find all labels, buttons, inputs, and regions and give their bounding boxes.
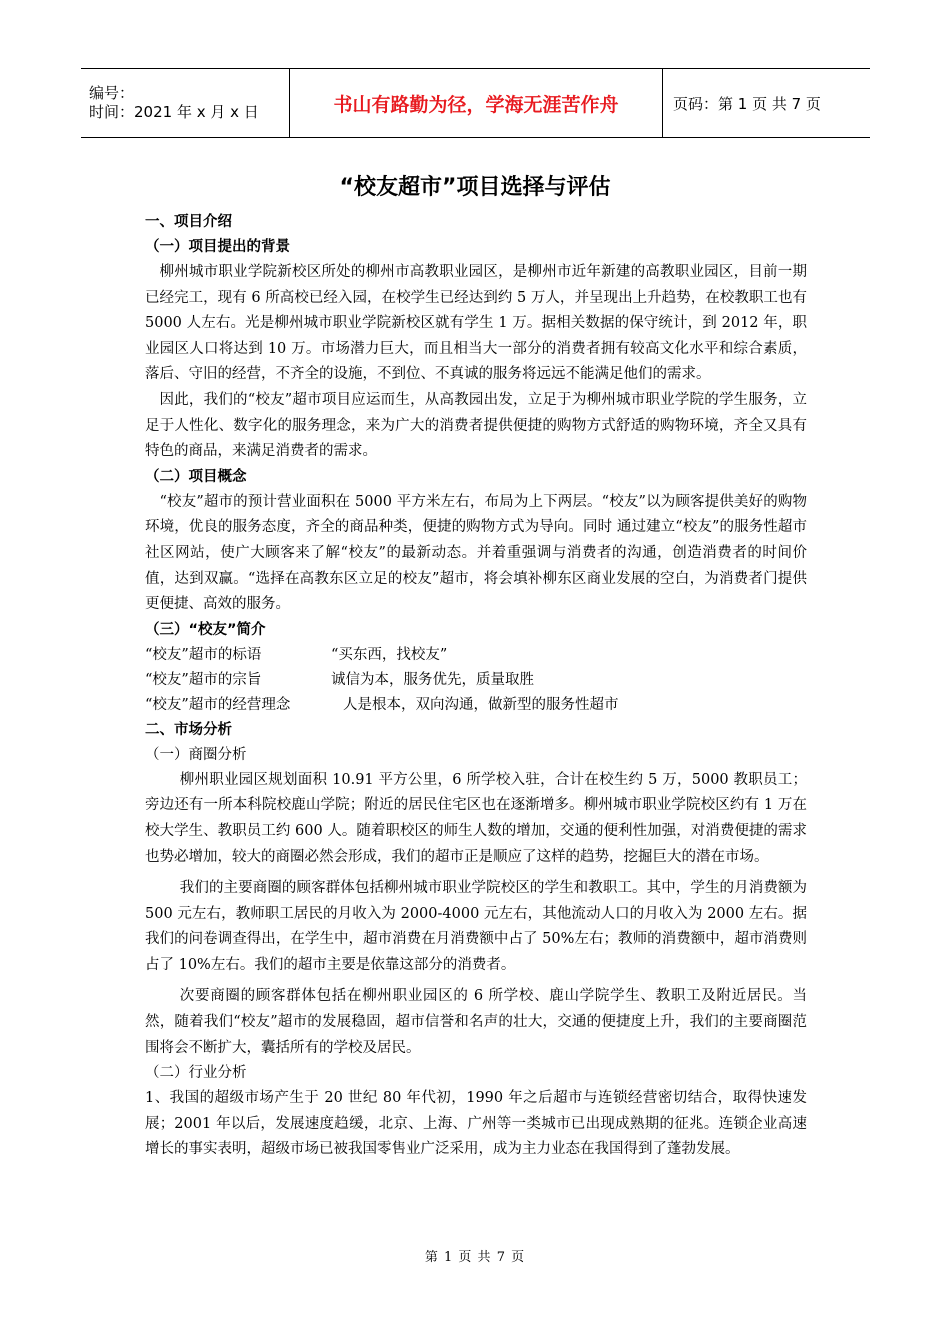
section-heading: 一、项目介绍 [145, 214, 232, 230]
header-meta [81, 69, 289, 137]
header-table [81, 68, 870, 138]
header-page-code: 页码：第 1 页 共 7 页 [673, 94, 821, 113]
header-motto-cell [289, 69, 663, 137]
intro-key: “校友”超市的宗旨 [145, 671, 262, 688]
section-heading: 二、市场分析 [145, 721, 232, 738]
subsection-heading: （一）商圈分析 [145, 746, 247, 763]
paragraph: 1、我国的超级市场产生于 20 世纪 80 年代初，1990 年之后超市与连锁经营密切结合，取得快速发展；2001 年以后，发展速度趋缓，北京、上海、广州等一类城市已出现成熟期的征兆。连锁企业高速增长的事实表明，超级市场已被我国零售业广泛采用，成为主力业态在我国得到了蓬勃发展。 [145, 1090, 807, 1158]
date-line: 时间：2021 年 x 月 x 日 [89, 103, 259, 121]
paragraph: 柳州职业园区规划面积 10.91 平方公里，6 所学校入驻，合计在校生约 5 万，5000 教职员工；旁边还有一所本科院校鹿山学院；附近的居民住宅区也在逐渐增多。柳州城市职业学院校区约有 1 万在校大学生、教职员工约 600 人。随着职校区的师生人数的增加，交通的便利性加强，对消费便捷的需求也势必增加，较大的商圈必然会形成，我们的超市正是顺应了这样的趋势，挖掘巨大的潜在市场。 [145, 771, 807, 865]
paragraph: 因此，我们的“校友”超市项目应运而生，从高教园出发，立足于为柳州城市职业学院的学生服务，立足于人性化、数字化的服务理念，来为广大的消费者提供便捷的购物方式舒适的购物环境，齐全又具有特色的商品，来满足消费者的需求。 [145, 391, 807, 460]
intro-value: 人是根本，双向沟通，做新型的服务性超市 [343, 696, 619, 713]
intro-value: “买东西，找校友” [331, 646, 448, 663]
intro-row [145, 643, 807, 668]
doc-number-label: 编号： [89, 84, 135, 102]
intro-row [145, 693, 807, 718]
intro-value: 诚信为本，服务优先，质量取胜 [331, 671, 534, 688]
paragraph: 次要商圈的顾客群体包括在柳州职业园区的 6 所学校、鹿山学院学生、教职工及附近居民。当然，随着我们“校友”超市的发展稳固，超市信誉和名声的壮大，交通的便捷度上升，我们的主要商圈范围将会不断扩大，囊括所有的学校及居民。 [145, 988, 807, 1056]
paragraph: 柳州城市职业学院新校区所处的柳州市高教职业园区，是柳州市近年新建的高教职业园区，目前一期已经完工，现有 6 所高校已经入园，在校学生已经达到约 5 万人，并呈现出上升趋势，在校教职工也有 5000 人左右。光是柳州城市职业学院新校区就有学生 1 万。据相关数据的保守统计，到 2012 年，职业园区人口将达到 10 万。市场潜力巨大，而且相当大一部分的消费者拥有较高文化水平和综合素质，落后、守旧的经营，不齐全的设施，不到位、不真诚的服务将远远不能满足他们的需求。 [145, 264, 807, 383]
subsection-heading: （一）项目提出的背景 [145, 239, 290, 255]
subsection-heading: （二）项目概念 [145, 468, 247, 485]
document-title: “校友超市”项目选择与评估 [339, 175, 611, 200]
page-footer: 第 1 页 共 7 页 [424, 1250, 526, 1265]
paragraph: 我们的主要商圈的顾客群体包括柳州城市职业学院校区的学生和教职工。其中，学生的月消费额为 500 元左右，教师职工居民的月收入为 2000-4000 元左右，其他流动人口的月收入为 2000 左右。据我们的问卷调查得出，在学生中，超市消费在月消费额中占了 50%左右；教师的消费额中，超市消费则占了 10%左右。我们的超市主要是依靠这部分的消费者。 [145, 880, 807, 973]
motto-text: 书山有路勤为径，学海无涯苦作舟 [333, 93, 619, 116]
paragraph: “校友”超市的预计营业面积在 5000 平方米左右，布局为上下两层。“校友”以为顾客提供美好的购物环境，优良的服务态度，齐全的商品种类，便捷的购物方式为导向。同时 通过建立“校友”的服务性超市社区网站，使广大顾客来了解“校友”的最新动态。并着重强调与消费者的沟通，创造消费者的时间价值，达到双赢。“选择在高教东区立足的校友”超市，将会填补柳东区商业发展的空白，为消费者门提供更便捷、高效的服务。 [145, 493, 807, 613]
intro-key: “校友”超市的经营理念 [145, 696, 291, 713]
document-body [145, 210, 807, 1163]
intro-row [145, 668, 807, 693]
subsection-heading: （三）“校友”简介 [145, 621, 266, 638]
subsection-heading: （二）行业分析 [145, 1065, 247, 1082]
intro-key: “校友”超市的标语 [145, 646, 262, 663]
